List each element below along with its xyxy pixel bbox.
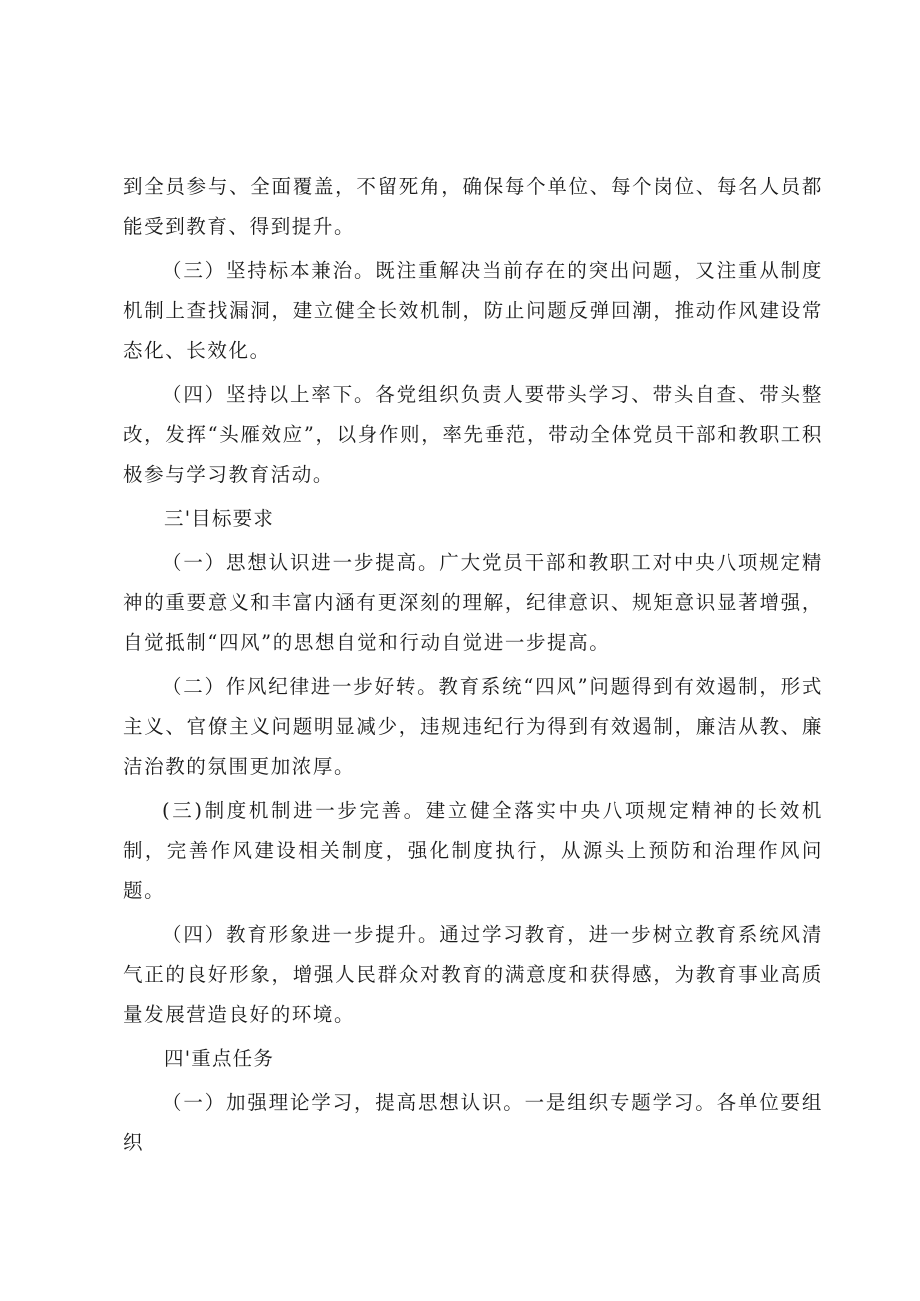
paragraph-goal-image: （四）教育形象进一步提升。通过学习教育，进一步树立教育系统风清气正的良好形象，增强人民群众对教育的满意度和获得感，为教育事业高质量发展营造良好的环境。: [123, 923, 823, 1026]
paragraph-goal-thinking: （一）思想认识进一步提高。广大党员干部和教职工对中央八项规定精神的重要意义和丰富内涵有更深刻的理解，纪律意识、规矩意识显著增强，自觉抵制“四风”的思想自觉和行动自觉进一步提高。: [123, 551, 823, 654]
paragraph-lead-by-example: （四）坚持以上率下。各党组织负责人要带头学习、带头自查、带头整改，发挥“头雁效应”，以身作则，率先垂范，带动全体党员干部和教职工积极参与学习教育活动。: [123, 383, 823, 486]
paragraph-goal-system: (三)制度机制进一步完善。建立健全落实中央八项规定精神的长效机制，完善作风建设相关制度，强化制度执行，从源头上预防和治理作风问题。: [123, 799, 823, 902]
section-heading-goals: 三'目标要求: [164, 507, 275, 530]
paragraph-adhere-both: （三）坚持标本兼治。既注重解决当前存在的突出问题，又注重从制度机制上查找漏洞，建立健全长效机制，防止问题反弹回潮，推动作风建设常态化、长效化。: [123, 259, 823, 362]
paragraph-goal-discipline: （二）作风纪律进一步好转。教育系统“四风”问题得到有效遏制，形式主义、官僚主义问题明显减少，违规违纪行为得到有效遏制，廉洁从教、廉洁治教的氛围更加浓厚。: [123, 675, 823, 778]
section-heading-tasks: 四'重点任务: [164, 1047, 275, 1070]
document-body: [123, 167, 823, 1167]
paragraph-1: 到全员参与、全面覆盖，不留死角，确保每个单位、每个岗位、每名人员都能受到教育、得到提升。: [123, 175, 823, 238]
paragraph-task-theory: （一）加强理论学习，提高思想认识。一是组织专题学习。各单位要组织: [123, 1091, 823, 1154]
